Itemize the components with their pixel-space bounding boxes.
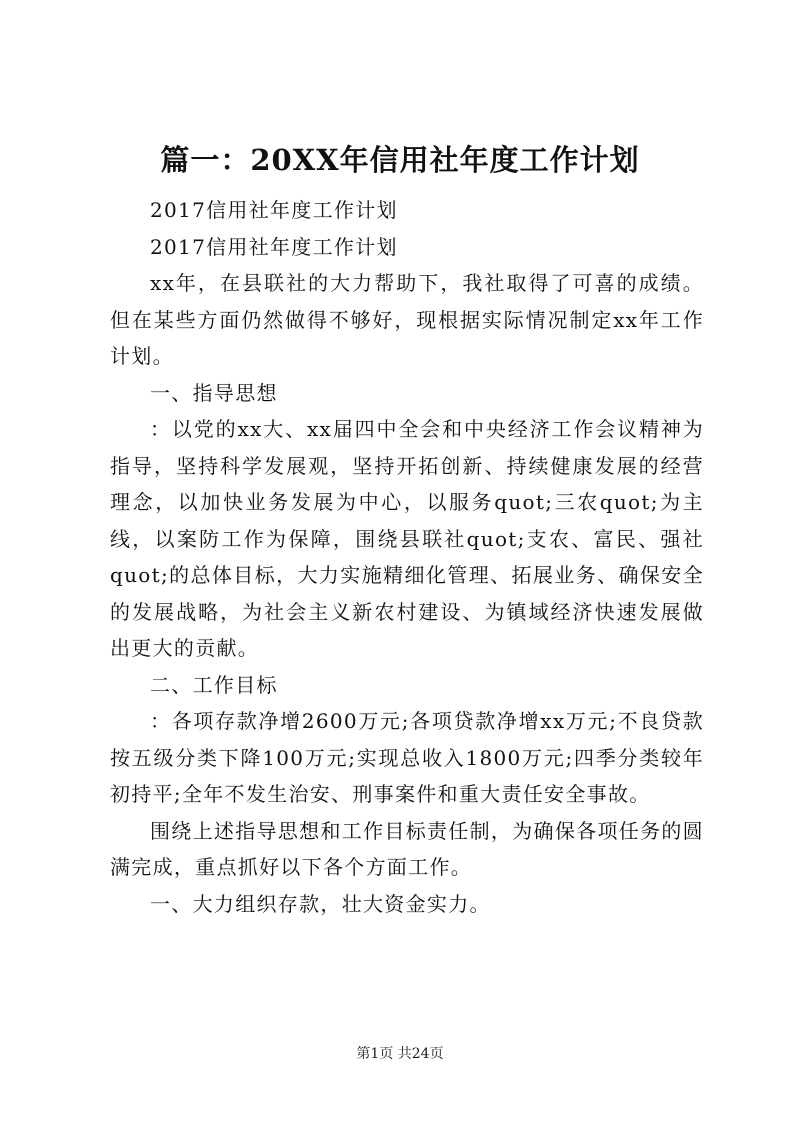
paragraph-focus: 围绕上述指导思想和工作目标责任制，为确保各项任务的圆满完成，重点抓好以下各个方面工作。 <box>110 818 704 879</box>
document-title: 篇一：20XX年信用社年度工作计划 <box>160 143 640 177</box>
document-body <box>110 192 704 922</box>
section-heading-deposits: 一、大力组织存款，壮大资金实力。 <box>150 891 491 916</box>
page-footer: 第1页 共24页 <box>356 1046 444 1062</box>
paragraph-work-goals: ：各项存款净增2600万元;各项贷款净增xx万元;不良贷款按五级分类下降100万元;实现总收入1800万元;四季分类较年初持平;全年不发生治安、刑事案件和重大责任安全事故。 <box>110 709 704 806</box>
paragraph-subtitle-2: 2017信用社年度工作计划 <box>150 234 398 259</box>
paragraph-subtitle-1: 2017信用社年度工作计划 <box>150 198 398 222</box>
section-heading-work-goals: 二、工作目标 <box>150 672 278 697</box>
paragraph-intro: xx年，在县联社的大力帮助下，我社取得了可喜的成绩。但在某些方面仍然做得不够好，现根据实际情况制定xx年工作计划。 <box>110 271 704 368</box>
section-heading-guiding-thought: 一、指导思想 <box>150 380 278 405</box>
paragraph-guiding-thought: ：以党的xx大、xx届四中全会和中央经济工作会议精神为指导，坚持科学发展观，坚持开拓创新、持续健康发展的经营理念，以加快业务发展为中心，以服务quot;三农quot;为主线，以案防工作为保障，围绕县联社quot;支农、富民、强社quot;的总体目标，大力实施精细化管理、拓展业务、确保安全的发展战略，为社会主义新农村建设、为镇域经济快速发展做出更大的贡献。 <box>110 417 704 660</box>
